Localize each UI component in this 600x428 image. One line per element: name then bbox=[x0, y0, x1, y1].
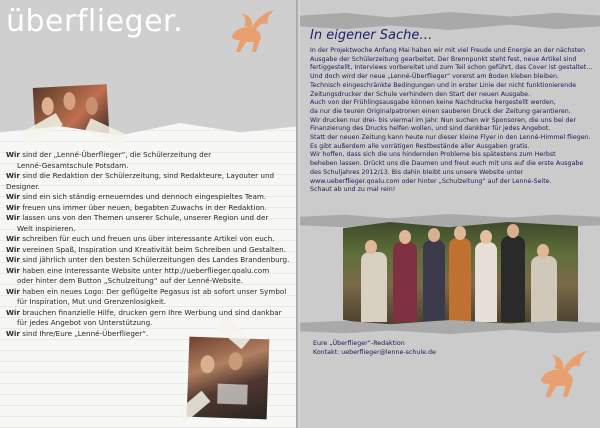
about-line-lead: Wir bbox=[6, 192, 20, 201]
about-line-text: haben ein neues Logo: Der geflügelte Pegasus ist ab sofort unser Symbol bbox=[19, 286, 287, 296]
about-line bbox=[6, 203, 296, 214]
pegasus-logo-icon bbox=[530, 346, 594, 404]
about-line-text: sind die Redaktion der Schülerzeitung, sind Redakteure, Layouter und Designer. bbox=[6, 171, 275, 191]
about-line-lead: Wir bbox=[6, 307, 20, 317]
about-line-text: vereinen Spaß, Inspiration und Kreativität beim Schreiben und Gestalten. bbox=[19, 244, 287, 254]
about-line-lead: Wir bbox=[6, 150, 20, 159]
about-line-lead: Wir bbox=[6, 244, 20, 254]
about-line-text: lassen uns von den Themen unserer Schule, unserer Region und der bbox=[19, 213, 269, 222]
about-line-lead: Wir bbox=[6, 328, 20, 338]
about-line-text: Lenné-Gesamtschule Potsdam. bbox=[17, 160, 129, 170]
about-line bbox=[6, 245, 296, 256]
body-line: Zeitungsdrucker der Schule verhindern den Start der neuen Ausgabe. bbox=[310, 90, 531, 98]
body-line: Ausgabe der Schülerzeitung gearbeitet. Der Brennpunkt steht fest, neue Artikel sind bbox=[310, 55, 577, 63]
body-line: Wir hoffen, dass sich die uns hindernden Probleme bis spätestens zum Herbst bbox=[310, 151, 556, 159]
about-line-text: sind ein sich ständig erneuerndes und dennoch eingespieltes Team. bbox=[19, 192, 267, 201]
about-line-text: sind Ihre/Eure „Lenné-Überflieger“. bbox=[19, 328, 149, 338]
about-line-text: oder hinter dem Button „Schulzeitung“ auf der Lenné-Website. bbox=[17, 276, 243, 285]
about-line-lead: Wir bbox=[6, 265, 20, 275]
brand-title: überflieger. bbox=[6, 4, 184, 39]
about-line-lead: Wir bbox=[6, 286, 20, 296]
about-line bbox=[6, 161, 296, 172]
credit-contact: Kontakt: ueberflieger@lenne-schule.de bbox=[313, 348, 436, 356]
body-line: Schaut ab und zu mal rein! bbox=[310, 186, 396, 194]
body-line: beheben lassen. Drückt uns die Daumen und freut euch mit uns auf die erste Ausgabe bbox=[310, 160, 584, 168]
credit-signature: Eure „Überflieger“-Redaktion bbox=[313, 340, 405, 347]
about-line bbox=[6, 287, 296, 298]
body-line: da nur die teuren Originalpatronen einen sauberen Druck der Zeitung garantieren. bbox=[310, 107, 571, 115]
about-line-lead: Wir bbox=[6, 213, 20, 222]
about-line-text: Welt inspirieren. bbox=[17, 223, 76, 233]
about-line bbox=[6, 213, 296, 224]
body-line: Es gibt außerdem alle vorrätigen Restbestände aller Ausgaben gratis. bbox=[310, 142, 530, 150]
about-line bbox=[6, 276, 296, 287]
about-line-text: freuen uns immer über neuen, begabten Zuwachs in der Redaktion. bbox=[19, 202, 267, 212]
about-line bbox=[6, 234, 296, 245]
about-line-lead: Wir bbox=[6, 234, 20, 243]
about-line-text: für jedes Angebot von Unterstützung. bbox=[17, 318, 153, 327]
about-line bbox=[6, 329, 296, 340]
about-line bbox=[6, 297, 296, 308]
body-line: www.ueberflieger.qoalu.com oder hinter „Schulzeitung“ auf der Lenné-Seite. bbox=[310, 177, 552, 185]
about-line-text: haben eine interessante Website unter http://ueberflieger.qoalu.com bbox=[19, 265, 270, 275]
credits bbox=[313, 340, 436, 357]
about-line-lead: Wir bbox=[6, 171, 20, 180]
body-line: Technisch eingeschränkte Bedingungen und in erster Linie der nicht funktionierende bbox=[310, 81, 577, 89]
torn-stripe-bottom bbox=[300, 320, 600, 334]
body-line: Finanzierung des Drucks helfen wollen, und sind dankbar für jedes Angebot. bbox=[310, 125, 551, 133]
about-line-text: brauchen finanzielle Hilfe, drucken gern Ihre Werbung und sind dankbar bbox=[19, 307, 282, 317]
about-line-text: schreiben für euch und freuen uns über interessante Artikel von euch. bbox=[19, 234, 275, 243]
about-line bbox=[6, 308, 296, 319]
group-photo bbox=[343, 222, 578, 326]
about-line bbox=[6, 224, 296, 235]
right-heading: In eigener Sache… bbox=[310, 28, 433, 43]
about-line-text: sind der „Lenné-Überflieger“, die Schülerzeitung der bbox=[19, 150, 212, 159]
about-line bbox=[6, 192, 296, 203]
body-line: fertiggestellt, Interviews vorbereitet und zum Teil schon geführt, das Cover ist gestaltet… bbox=[310, 64, 593, 72]
about-line-text: für Inspiration, Mut und Grenzenlosigkeit. bbox=[17, 297, 167, 306]
about-list bbox=[6, 150, 296, 339]
about-line bbox=[6, 150, 296, 161]
about-line bbox=[6, 171, 296, 192]
body-line: des Schuljahres 2012/13. Bis dahin bleibt uns unsere Website unter bbox=[310, 168, 524, 176]
about-line-lead: Wir bbox=[6, 255, 20, 264]
about-line bbox=[6, 266, 296, 277]
right-body-text bbox=[310, 47, 595, 195]
about-line-text: sind jährlich unter den besten Schülerzeitungen des Landes Brandenburg. bbox=[19, 255, 290, 264]
about-line bbox=[6, 318, 296, 329]
body-line: Statt der neuen Zeitung kann heute nur dieser kleine Flyer in den Lenné-Himmel fliegen. bbox=[310, 134, 591, 142]
body-line: In der Projektwoche Anfang Mai haben wir mit viel Freude und Energie an der nächsten bbox=[310, 47, 585, 54]
about-line bbox=[6, 255, 296, 266]
body-line: Und doch wird der neue „Lenné-Überflieger“ vorerst am Boden kleben bleiben. bbox=[310, 73, 559, 81]
body-line: Wir drucken nur drei- bis viermal im Jahr. Nun suchen wir Sponsoren, die uns bei der bbox=[310, 116, 576, 124]
pegasus-logo-icon bbox=[222, 6, 280, 58]
about-line-lead: Wir bbox=[6, 202, 20, 212]
body-line: Auch von der Frühlingsausgabe können keine Nachdrucke hergestellt werden, bbox=[310, 99, 556, 107]
